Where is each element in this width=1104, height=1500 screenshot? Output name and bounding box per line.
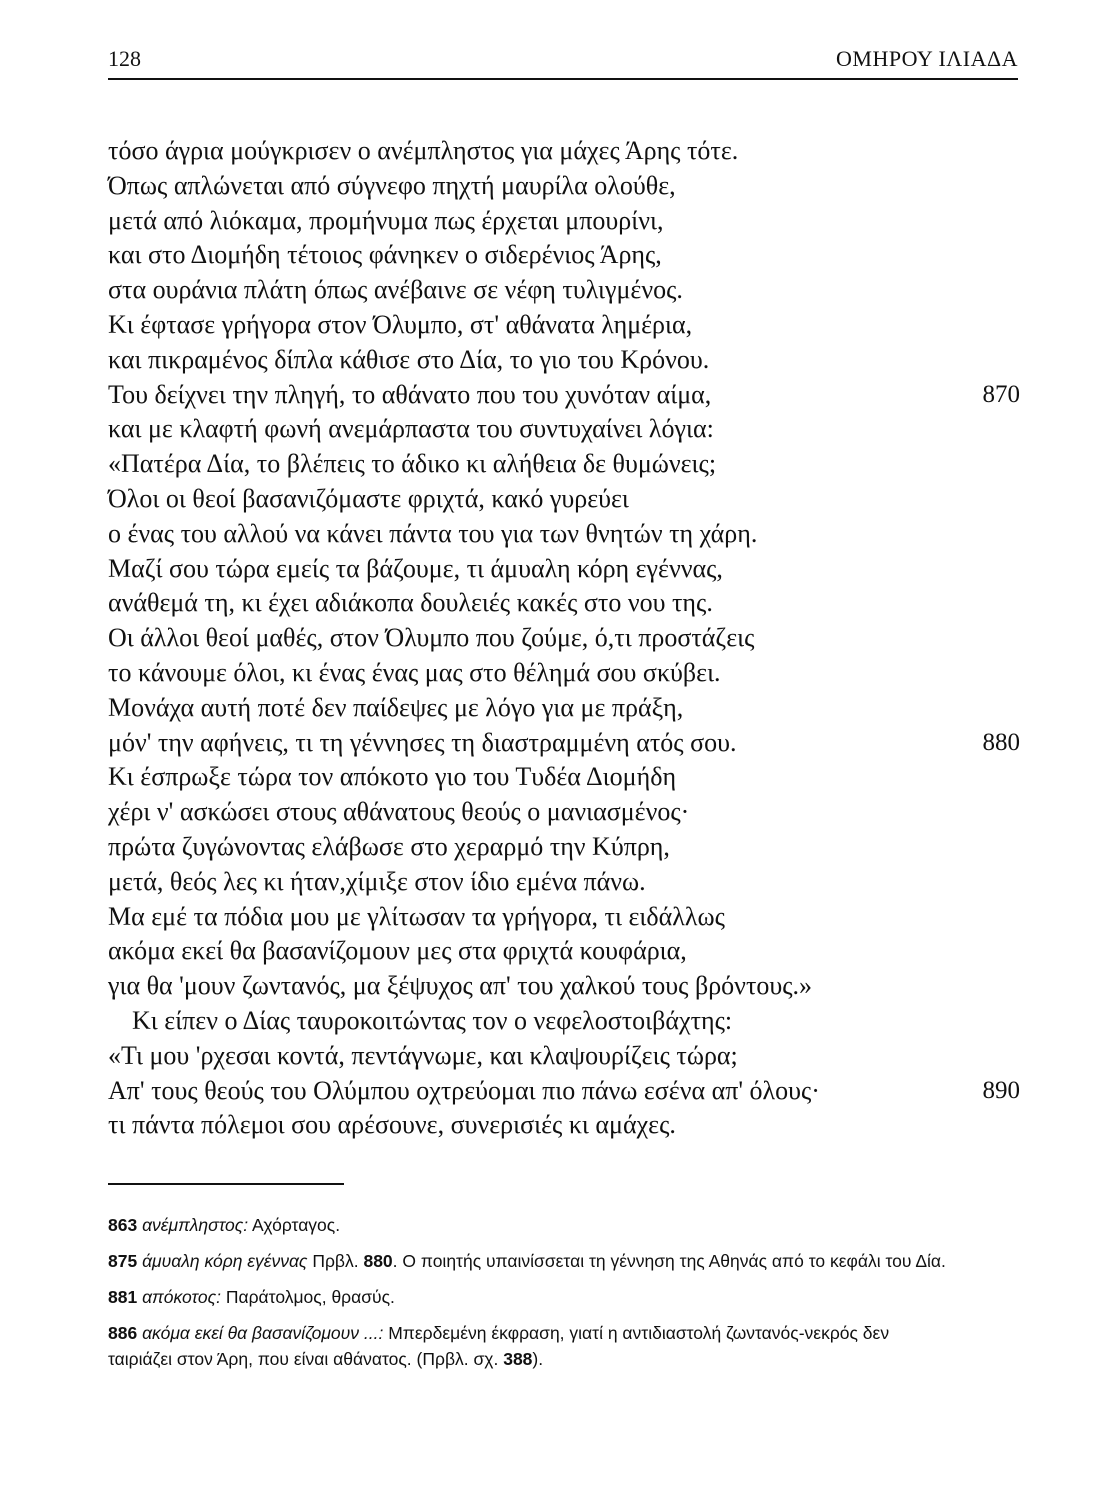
verse-line <box>108 412 1020 447</box>
footnotes <box>108 1212 946 1382</box>
verse-line <box>108 378 1020 413</box>
verse-line-text: και στο Διομήδη τέτοιος φάνηκεν ο σιδερένιος Άρης, <box>108 240 662 270</box>
verse-line <box>108 621 1020 656</box>
verse-line-text: το κάνουμε όλοι, κι ένας ένας μας στο θέλημά σου σκύβει. <box>108 657 721 687</box>
verse-line <box>108 308 1020 343</box>
footnote-text: ). <box>532 1349 544 1369</box>
verse-line-text: τόσο άγρια μούγκρισεν ο ανέμπληστος για μάχες Άρης τότε. <box>108 136 739 165</box>
page-number: 128 <box>108 46 141 71</box>
verse-line <box>108 900 1020 935</box>
verse-line <box>108 1074 1020 1109</box>
footnote-cross-ref: 388 <box>503 1349 533 1369</box>
footnote <box>108 1320 946 1372</box>
verse-line-text: και με κλαφτή φωνή ανεμάρπαστα του συντυχαίνει λόγια: <box>108 414 714 444</box>
verse-line-number: 890 <box>982 1076 1020 1104</box>
verse-line <box>108 1108 1020 1143</box>
verse-line <box>108 691 1020 726</box>
verse-line <box>108 760 1020 795</box>
footnote-term: ακόμα εκεί θα βασανίζομουν ...: <box>142 1323 384 1343</box>
verse-line-text: Του δείχνει την πληγή, το αθάνατο που του χυνόταν αίμα, <box>108 379 712 409</box>
verse-line <box>108 134 1020 169</box>
footnote-text: Παράτολμος, θρασύς. <box>225 1287 395 1307</box>
verse-line-text: τι πάντα πόλεμοι σου αρέσουνε, συνερισιές κι αμάχες. <box>108 1110 676 1140</box>
verse-text <box>108 134 1020 1143</box>
verse-line-text: Κι είπεν ο Δίας ταυροκοιτώντας τον ο νεφελοστοιβάχτης: <box>132 1005 733 1035</box>
verse-line <box>108 552 1020 587</box>
verse-line-text: χέρι ν' ασκώσει στους αθάνατους θεούς ο μανιασμένος· <box>108 797 690 827</box>
footnote-line-ref: 881 <box>108 1287 138 1307</box>
verse-line-number: 870 <box>982 380 1020 408</box>
footnote-line-ref: 875 <box>108 1251 138 1271</box>
verse-line-text: ανάθεμά τη, κι έχει αδιάκοπα δουλειές κακές στο νου της. <box>108 588 713 618</box>
verse-line-text: Μαζί σου τώρα εμείς τα βάζουμε, τι άμυαλη κόρη εγέννας, <box>108 553 723 583</box>
footnote-text: Μπερδεμένη έκφραση, γιατί η αντιδιαστολή ζωντανός-νεκρός δεν ταιριάζει στον Άρη, που είναι αθάνατος. (Πρβλ. σχ. <box>108 1323 890 1369</box>
verse-line-text: Όλοι οι θεοί βασανιζόμαστε φριχτά, κακό γυρεύει <box>108 483 629 513</box>
verse-line <box>108 586 1020 621</box>
footnote-text: . Ο ποιητής υπαινίσσεται τη γέννηση της Αθηνάς από το κεφάλι του Δία. <box>392 1251 946 1271</box>
verse-line <box>108 447 1020 482</box>
verse-line-text: στα ουράνια πλάτη όπως ανέβαινε σε νέφη τυλιγμένος. <box>108 275 683 305</box>
verse-line <box>108 204 1020 239</box>
footnote <box>108 1284 946 1310</box>
footnote-line-ref: 886 <box>108 1323 138 1343</box>
verse-line-text: πρώτα ζυγώνοντας ελάβωσε στο χεραρμό την Κύπρη, <box>108 831 670 861</box>
verse-line <box>108 1004 1020 1039</box>
verse-line-text: Όπως απλώνεται από σύγνεφο πηχτή μαυρίλα ολούθε, <box>108 170 676 200</box>
footnote-divider <box>108 1183 344 1185</box>
running-title: ΟΜΗΡΟΥ ΙΛΙΑΔΑ <box>836 46 1018 71</box>
verse-line <box>108 656 1020 691</box>
footnote-term: ανέμπληστος: <box>142 1215 249 1235</box>
verse-line-text: μετά, θεός λες κι ήταν,χίμιξε στον ίδιο εμένα πάνω. <box>108 866 646 896</box>
footnote-term: άμυαλη κόρη εγέννας <box>142 1251 308 1271</box>
verse-line <box>108 169 1020 204</box>
verse-line <box>108 934 1020 969</box>
verse-line-text: ο ένας του αλλού να κάνει πάντα του για των θνητών τη χάρη. <box>108 518 758 548</box>
footnote-line-ref: 863 <box>108 1215 138 1235</box>
footnote-term: απόκοτος: <box>142 1287 221 1307</box>
verse-line <box>108 238 1020 273</box>
verse-line-text: και πικραμένος δίπλα κάθισε στο Δία, το γιο του Κρόνου. <box>108 344 710 374</box>
verse-line-text: Μονάχα αυτή ποτέ δεν παίδεψες με λόγο για με πράξη, <box>108 692 684 722</box>
verse-line-text: «Τι μου 'ρχεσαι κοντά, πεντάγνωμε, και κλαψουρίζεις τώρα; <box>108 1040 738 1070</box>
footnote-text: Αχόρταγος. <box>252 1215 341 1235</box>
footnote-cross-ref: 880 <box>363 1251 393 1271</box>
verse-line <box>108 865 1020 900</box>
verse-line-text: Κι έσπρωξε τώρα τον απόκοτο γιο του Τυδέα Διομήδη <box>108 762 677 792</box>
verse-line-number: 880 <box>982 728 1020 756</box>
footnote <box>108 1248 946 1274</box>
verse-line <box>108 969 1020 1004</box>
footnote <box>108 1212 946 1238</box>
verse-line <box>108 517 1020 552</box>
footnote-text: Πρβλ. <box>312 1251 359 1271</box>
verse-line-text: μετά από λιόκαμα, προμήνυμα πως έρχεται μπουρίνι, <box>108 205 664 235</box>
verse-line <box>108 726 1020 761</box>
verse-line-text: ακόμα εκεί θα βασανίζομουν μες στα φριχτά κουφάρια, <box>108 936 687 966</box>
verse-line <box>108 830 1020 865</box>
verse-line <box>108 482 1020 517</box>
verse-line <box>108 343 1020 378</box>
verse-line-text: «Πατέρα Δία, το βλέπεις το άδικο κι αλήθεια δε θυμώνεις; <box>108 449 717 479</box>
verse-line-text: Μα εμέ τα πόδια μου με γλίτωσαν τα γρήγορα, τι ειδάλλως <box>108 901 725 931</box>
verse-line <box>108 1039 1020 1074</box>
verse-line <box>108 273 1020 308</box>
verse-line-text: Κι έφτασε γρήγορα στον Όλυμπο, στ' αθάνατα λημέρια, <box>108 309 693 339</box>
verse-line-text: για θα 'μουν ζωντανός, μα ξέψυχος απ' του χαλκού τους βρόντους.» <box>108 971 813 1001</box>
verse-line-text: μόν' την αφήνεις, τι τη γέννησες τη διαστραμμένη ατός σου. <box>108 727 737 757</box>
verse-line <box>108 795 1020 830</box>
page-header <box>108 44 1018 80</box>
verse-line-text: Απ' τους θεούς του Ολύμπου οχτρεύομαι πιο πάνω εσένα απ' όλους· <box>108 1075 820 1105</box>
verse-line-text: Οι άλλοι θεοί μαθές, στον Όλυμπο που ζούμε, ό,τι προστάζεις <box>108 623 755 653</box>
